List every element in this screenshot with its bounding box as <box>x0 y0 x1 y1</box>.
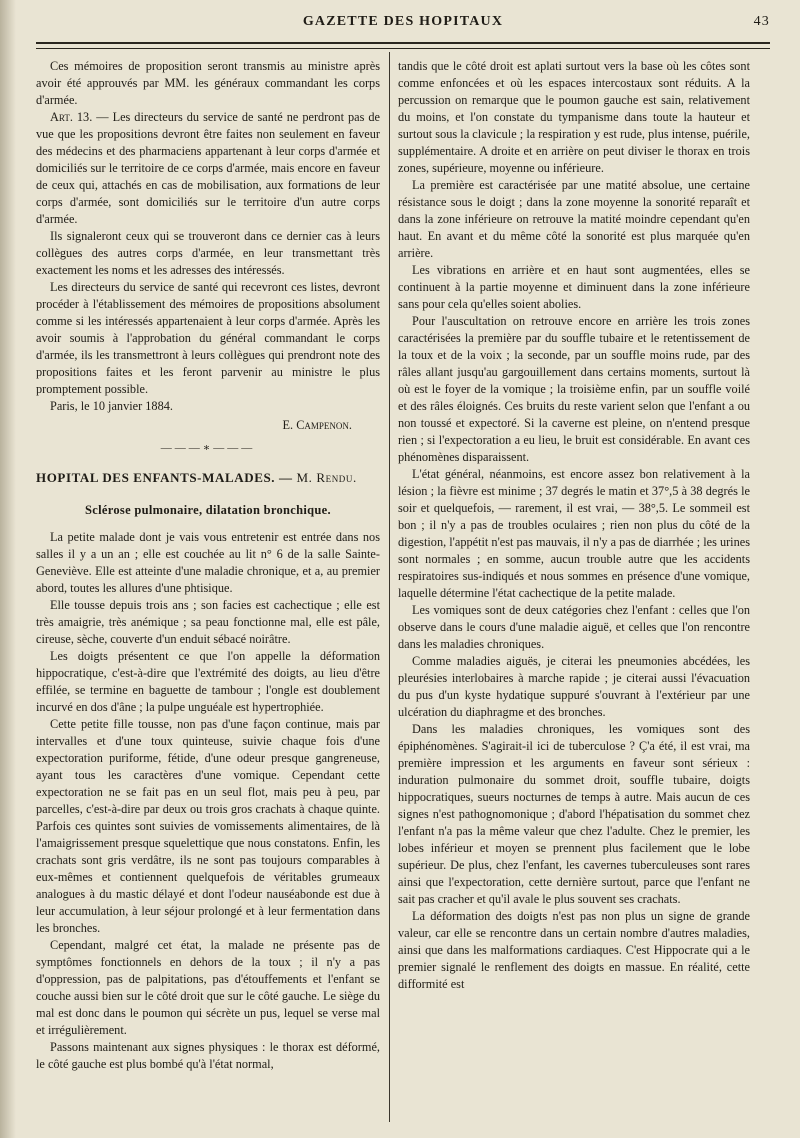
paragraph: La première est caractérisée par une matité absolue, une certaine résistance sous le doigt ; dans la zone moyenne la sonorité reparaît et dans la zone inférieure on retrouve la matité moindre cependant qu'en haut. En avant et du même côté la sonorité est plus marquée qu'en arrière. <box>398 178 750 260</box>
paragraph: Dans les maladies chroniques, les vomiques sont des épiphénomènes. S'agirait-il ici de tuberculose ? Ç'a été, il est vrai, ma première impression et les arguments en faveur sont sérieux : induration pulmonaire du sommet droit, souffle tubaire, doigts hippocratiques, sueurs nocturnes de temps à autre. Mais aucun de ces signes n'est pathognomonique ; d'abord l'hépatisation du sommet chez l'enfant n'a pas la même valeur que chez l'adulte. Chez le premier, les lobes inférieur et moyen se prennent plus facilement que le lobe supérieur. De plus, chez l'enfant, les cavernes tuberculeuses sont rares ainsi que l'expectoration, cette dernière surtout, parce que l'enfant ne sait pas cracher et qu'il avale le plus souvent ses crachats. <box>398 722 750 906</box>
left-column <box>36 58 380 1073</box>
divider-ornament: ———∗——— <box>160 442 256 454</box>
paragraph: La déformation des doigts n'est pas non plus un signe de grande valeur, car elle se rencontre dans un certain nombre d'autres maladies, ainsi que dans les malformations cardiaques. C'est Hippocrate qui a le premier signalé le renflement des doigts en massue. En réalité, cette difformité est <box>398 909 750 991</box>
signature-name: E. Campenon. <box>282 418 352 432</box>
paragraph: Les directeurs du service de santé qui recevront ces listes, devront procéder à l'établissement des mémoires de propositions absolument comme si les intéressés appartenaient à leur corps d'armée. Après les avoir soumis à l'approbation du général commandant le corps d'armée, ils les transmettront à leurs collègues qui prendront note des propositions faites et les feront parvenir au ministre le plus promptement possible. <box>36 280 380 396</box>
paragraph: Les vomiques sont de deux catégories chez l'enfant : celles que l'on observe dans le cours d'une maladie aiguë, et celles que l'on rencontre dans les maladies chroniques. <box>398 603 750 651</box>
paragraph: Cependant, malgré cet état, la malade ne présente pas de symptômes fonctionnels en dehors de la toux ; il n'y a pas d'oppression, pas de palpitations, pas d'étouffements et l'enfant se couche aussi bien sur le côté droit que sur le côté gauche. Le siège du mal est donc dans le poumon qui sécrète un pus, lequel se verse mal et irrégulièrement. <box>36 938 380 1037</box>
paragraph: L'état général, néanmoins, est encore assez bon relativement à la lésion ; la fièvre est minime ; 37 degrés le matin et 37°,5 à 38 degrés le soir et quelquefois, — rarement, il est vrai, — 38°,5. Le sommeil est bon ; il n'y a pas de troubles oculaires ; rien non plus du côté de la digestion, l'appétit n'est pas mauvais, il n'y a pas de diarrhée ; les urines sont normales ; en somme, aucun trouble autre que les accidents respiratoires sus-indiqués et nous sommes en présence d'une vomique, laquelle détermine l'état cachectique de la petite malade. <box>398 467 750 600</box>
paragraph: La petite malade dont je vais vous entretenir est entrée dans nos salles il y a un an ; elle est couchée au lit n° 6 de la salle Sainte-Geneviève. Elle est atteinte d'une maladie chronique, et a, au premier abord, toutes les allures d'une phtisique. <box>36 530 380 595</box>
paragraph: Elle tousse depuis trois ans ; son facies est cachectique ; elle est très amaigrie, très anémique ; sa peau fonctionne mal, elle est pâle, cireuse, sèche, couverte d'un enduit sébacé noirâtre. <box>36 598 380 646</box>
paragraph: Les doigts présentent ce que l'on appelle la déformation hippocratique, c'est-à-dire que l'extrémité des doigts, au lieu d'être effilée, se termine en baguette de tambour ; l'ongle est doublement incurvé en dos d'âne ; la pulpe unguéale est hypertrophiée. <box>36 649 380 714</box>
paragraph: Ils signaleront ceux qui se trouveront dans ce dernier cas à leurs collègues des autres corps d'armée, en leur transmettant très exactement les noms et les adresses des intéressés. <box>36 229 380 277</box>
paragraph: Pour l'auscultation on retrouve encore en arrière les trois zones caractérisées la première par du souffle tubaire et le retentissement de la toux et de la voix ; la seconde, par un souffle moins rude, par des râles allant jusqu'au gargouillement dans certains moments, surtout là où est le foyer de la vomique ; la troisième enfin, par un souffle voilé et des râles éloignés. Ces bruits du reste varient selon que l'enfant a ou non toussé et expectoré. Si la caverne est pleine, on n'entend presque rien ; si l'expectoration a eu lieu, le bruit est considérable. En avant ces phénomènes disparaissent. <box>398 314 750 464</box>
section-author: M. Rendu. <box>296 470 357 485</box>
paragraph: Passons maintenant aux signes physiques : le thorax est déformé, le côté gauche est plus bombé qu'à l'état normal, <box>36 1040 380 1071</box>
paragraph: Cette petite fille tousse, non pas d'une façon continue, mais par intervalles et d'une toux quinteuse, suivie chaque fois d'une expectoration puriforme, fétide, d'une odeur presque gangreneuse, ayant tous les caractères d'une vomique. Cependant cette expectoration ne se fait pas en un seul flot, mais peu à peu, par parcelles, c'est-à-dire par deux ou trois gros crachats à chaque quinte. Parfois ces quintes sont suivies de vomissements alimentaires, de là l'amaigrissement presque squelettique que nous constatons. Enfin, les crachats sont gris verdâtre, ils ne sont pas toujours comparables à eux-mêmes et contiennent quelquefois de véritables grumeaux analogues à du mastic délayé et dont l'odeur nauséabonde est due à leur accumulation, à leur séjour prolongé et à leur fermentation dans les bronches. <box>36 717 380 935</box>
article-subtitle: Sclérose pulmonaire, dilatation bronchique. <box>85 503 331 517</box>
page-header <box>36 14 770 36</box>
header-rule <box>36 42 770 49</box>
column-divider <box>389 52 390 1122</box>
dateline: Paris, le 10 janvier 1884. <box>50 399 173 413</box>
paragraph: Ces mémoires de proposition seront transmis au ministre après avoir été approuvés par MM. les généraux commandant les corps d'armée. <box>36 59 380 107</box>
page-number: 43 <box>753 14 770 29</box>
section-title <box>36 469 380 486</box>
paragraph: tandis que le côté droit est aplati surtout vers la base où les côtes sont comme enfoncées et où les espaces intercostaux sont réduits. A la percussion on remarque que le poumon gauche est sain, relativement du moins, et l'on constate du tympanisme dans toute la hauteur et surtout sous la clavicule ; la respiration y est rude, plus intense, puérile, supplémentaire. A droite et en arrière on peut diviser le thorax en trois zones, supérieure, moyenne ou inférieure. <box>398 59 750 175</box>
right-column <box>398 58 750 993</box>
journal-title: GAZETTE DES HOPITAUX <box>302 14 504 29</box>
section-title-text: HOPITAL DES ENFANTS-MALADES. — <box>36 470 297 485</box>
signature <box>36 417 352 434</box>
page-shadow <box>0 0 16 1138</box>
paragraph: Comme maladies aiguës, je citerai les pneumonies abcédées, les pleurésies interlobaires à marche rapide ; je citerai aussi l'évacuation du pus d'un kyste hydatique suppuré s'ouvrant à l'extérieur par une ulcération du diaphragme et des bronches. <box>398 654 750 719</box>
paragraph: Les vibrations en arrière et en haut sont augmentées, elles se continuent à la partie moyenne et diminuent dans la zone inférieure sans pour cela qu'elles soient abolies. <box>398 263 750 311</box>
article-13-paragraph <box>36 109 380 228</box>
article-marker: Art. 13. <box>50 110 93 124</box>
article-text: — Les directeurs du service de santé ne perdront pas de vue que les propositions devront être faites non seulement en faveur des médecins et des pharmaciens appartenant à leur corps d'armée et domiciliés sur le territoire de ce corps d'armée, mais encore en faveur de ceux qui, attachés en cas de mobilisation, aux formations de leur corps d'armée, sont domiciliés sur le territoire d'un autre corps d'armée. <box>36 110 380 226</box>
